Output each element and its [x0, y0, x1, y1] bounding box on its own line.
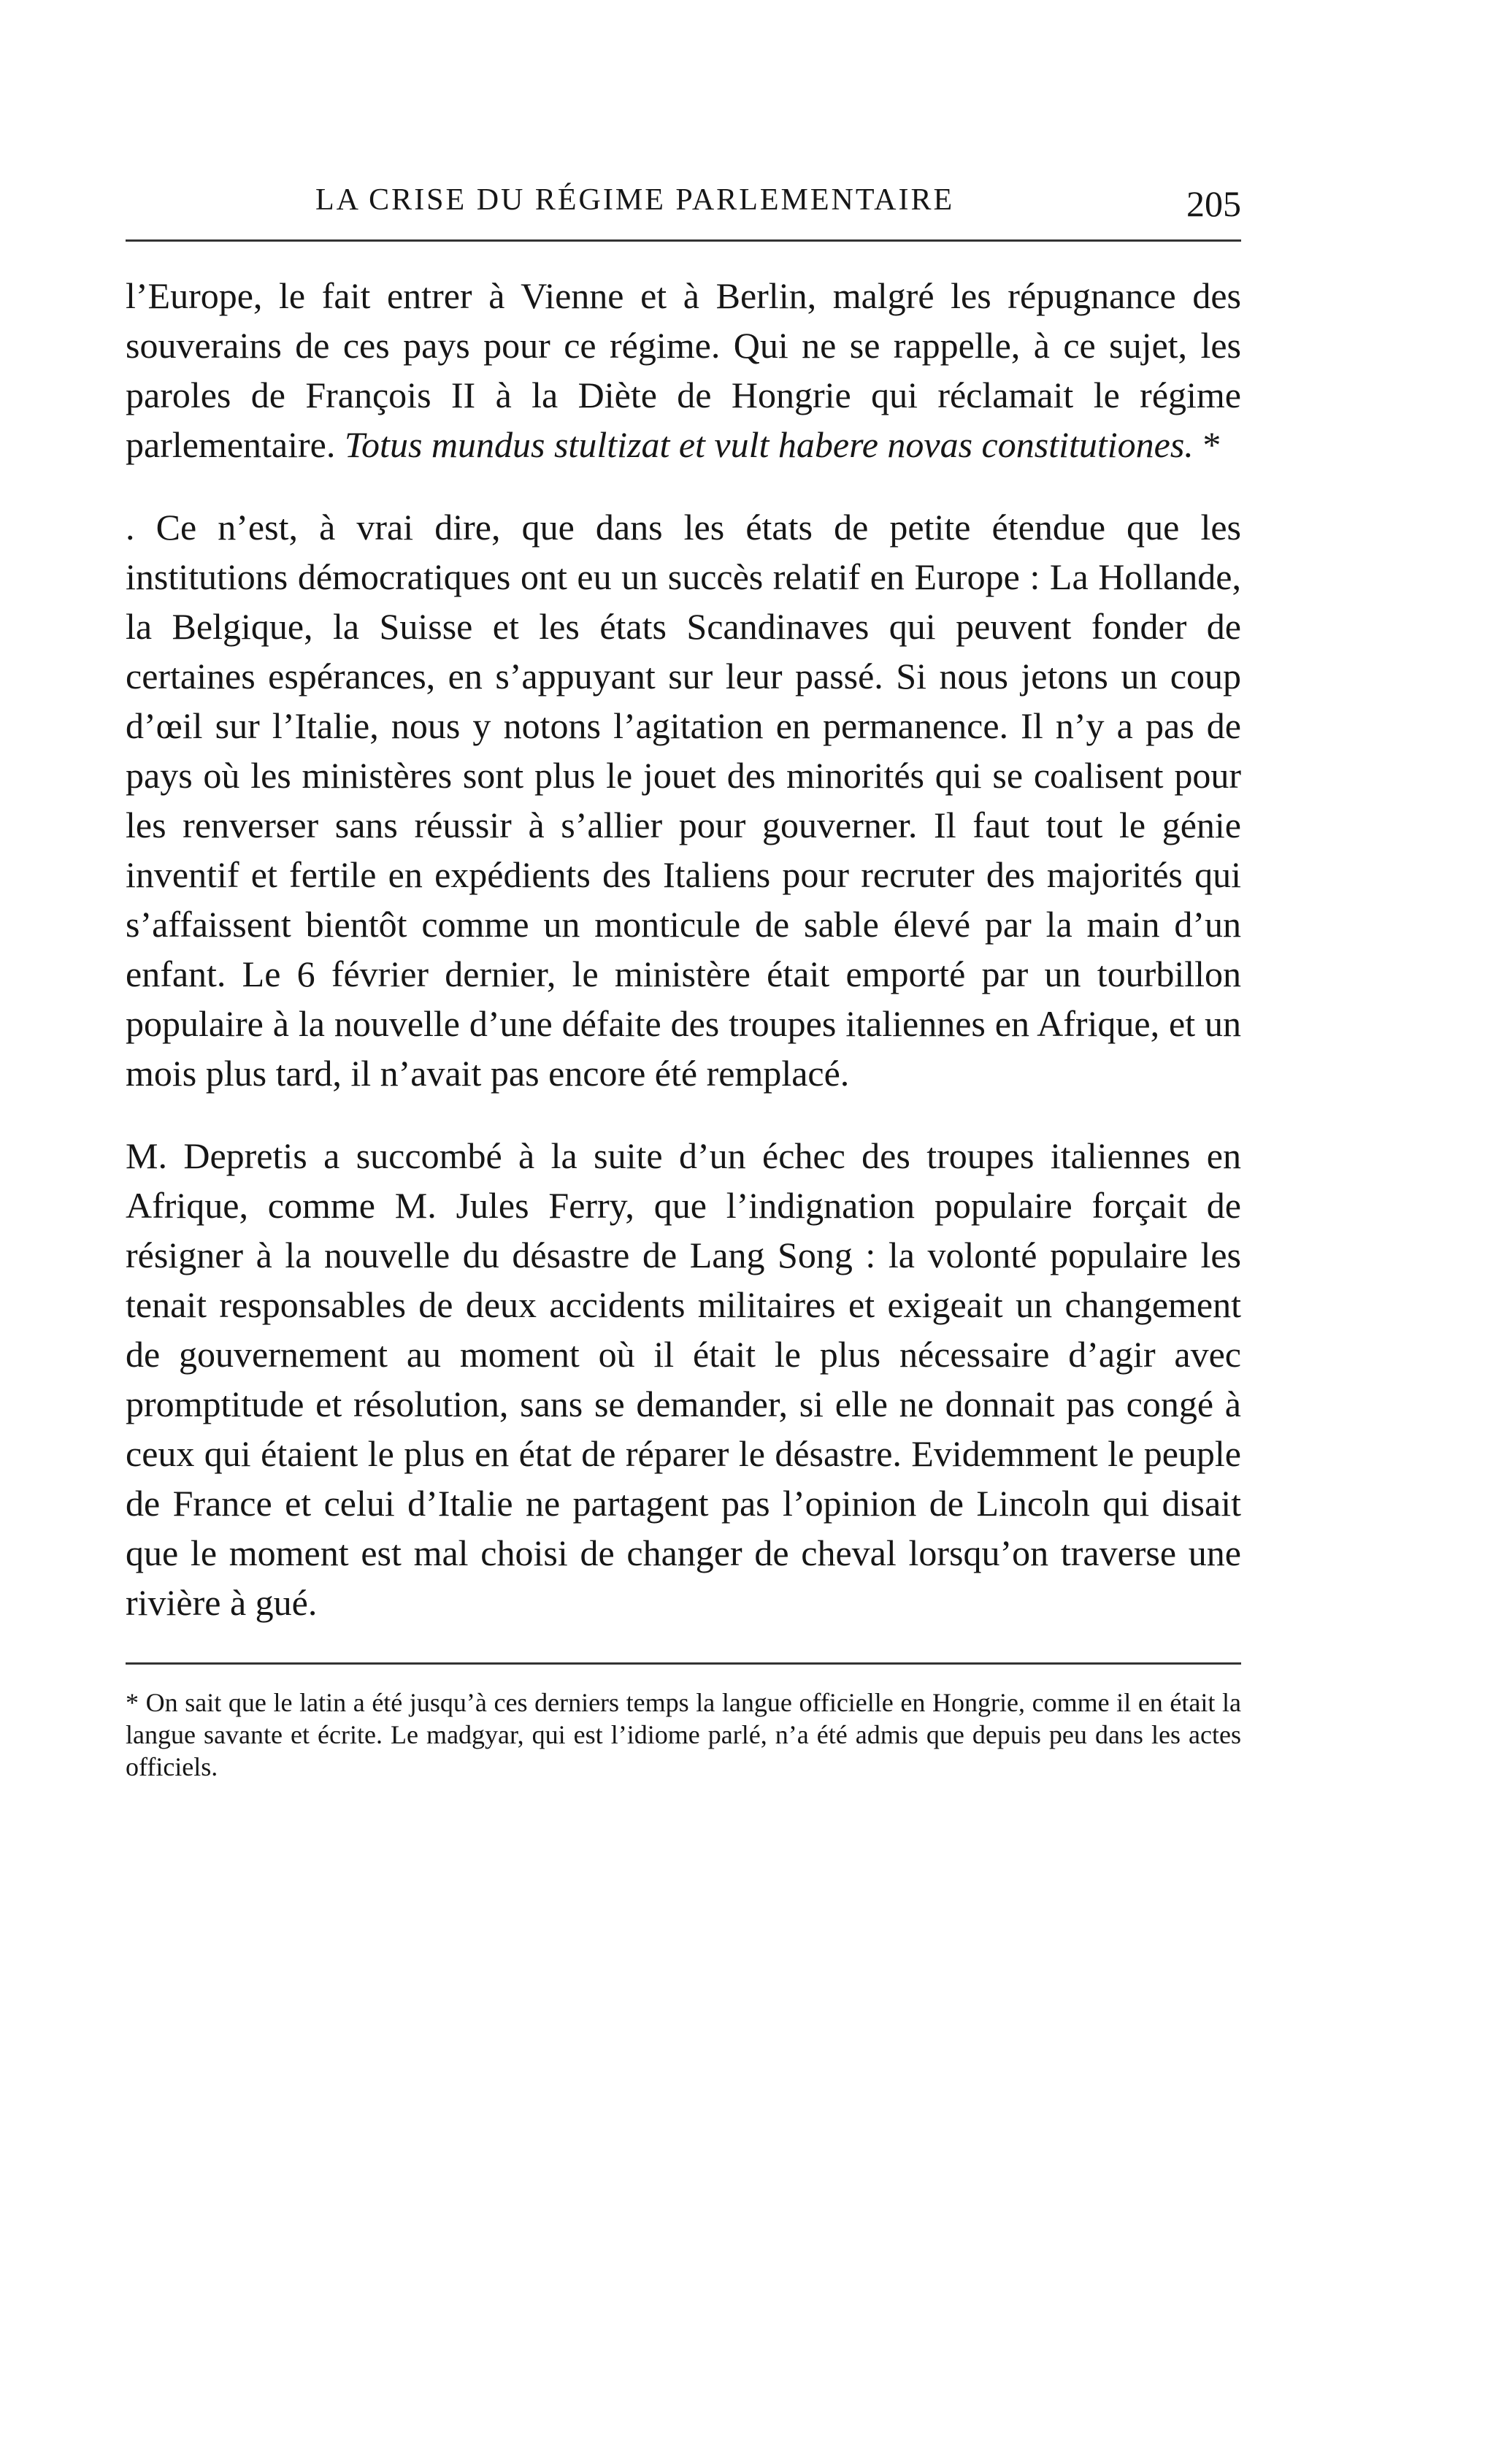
page-number: 205 [1186, 183, 1241, 224]
footnote: * On sait que le latin a été jusqu’à ces derniers temps la langue officielle en Hongrie, comme il en était la langue savante et écrite. Le madgyar, qui est l’idiome parlé, n’a été admis que depuis peu dans les actes officiels. [126, 1688, 1241, 1781]
paragraph-1-text: l’Europe, le fait entrer à Vienne et à Berlin, malgré les répugnance des souverains de ces pays pour ce régime. Qui ne se rappelle, à ce sujet, les paroles de François II à la Diète de Hongrie qui réclamait le régime parlementaire. [126, 275, 1241, 465]
paragraph-gap [126, 1098, 1241, 1131]
footnote-marker: * [1193, 424, 1221, 465]
paragraph-gap [126, 469, 1241, 502]
paragraph-3: M. Depretis a succombé à la suite d’un échec des troupes italiennes en Afrique, comme M. Jules Ferry, que l’indignation populaire forçait de résigner à la nouvelle du désastre de Lang Song : la volonté populaire les tenait responsables de deux accidents militaires et exigeait un changement de gouvernement au moment où il était le plus nécessaire d’agir avec promptitude et résolution, sans se demander, si elle ne donnait pas congé à ceux qui étaient le plus en état de réparer le désastre. Evidemment le peuple de France et celui d’Italie ne partagent pas l’opinion de Lincoln qui disait que le moment est mal choisi de changer de cheval lorsqu’on traverse une rivière à gué. [126, 1135, 1241, 1623]
running-title: LA CRISE DU RÉGIME PARLEMENTAIRE [315, 183, 955, 217]
running-header [126, 183, 1241, 234]
book-page [126, 183, 1241, 1783]
latin-quote: Totus mundus stultizat et vult habere novas constitutiones. [344, 424, 1194, 465]
footnote-rule [126, 1662, 1241, 1665]
paragraph-1 [126, 271, 1241, 469]
header-rule [126, 239, 1241, 242]
paragraph-2: . Ce n’est, à vrai dire, que dans les états de petite étendue que les institutions démocratiques ont eu un succès relatif en Europe : La Hollande, la Belgique, la Suisse et les états Scandinaves qui peuvent fonder de certaines espérances, en s’appuyant sur leur passé. Si nous jetons un coup d’œil sur l’Italie, nous y notons l’agitation en permanence. Il n’y a pas de pays où les ministères sont plus le jouet des minorités qui se coalisent pour les renverser sans réussir à s’allier pour gouverner. Il faut tout le génie inventif et fertile en expédients des Italiens pour recruter des majorités qui s’affaissent bientôt comme un monticule de sable élevé par la main d’un enfant. Le 6 février dernier, le ministère était emporté par un tourbillon populaire à la nouvelle d’une défaite des troupes italiennes en Afrique, et un mois plus tard, il n’avait pas encore été remplacé. [126, 507, 1241, 1094]
